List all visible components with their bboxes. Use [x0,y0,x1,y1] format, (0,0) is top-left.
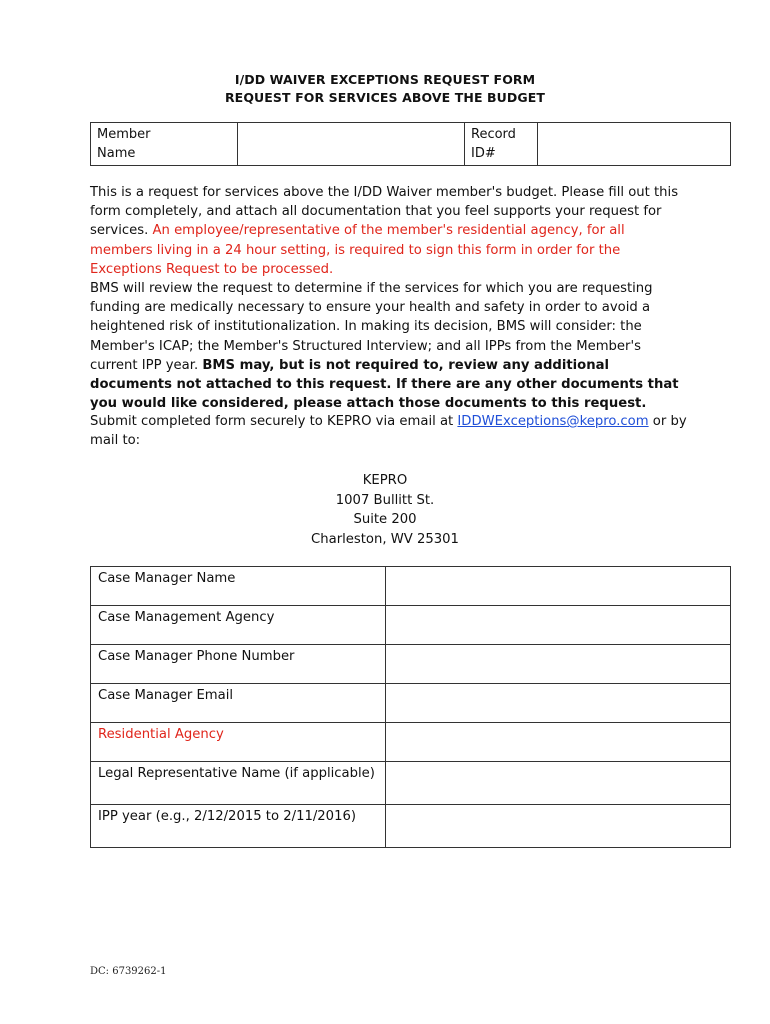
case-manager-email-field[interactable] [386,684,731,723]
case-manager-phone-label: Case Manager Phone Number [91,645,386,684]
record-id-field[interactable] [538,123,731,166]
ipp-year-label: IPP year (e.g., 2/12/2015 to 2/11/2016) [91,805,386,848]
case-manager-name-label: Case Manager Name [91,567,386,606]
case-manager-email-label: Case Manager Email [91,684,386,723]
table-row [91,762,731,805]
member-info-table [90,122,731,166]
address-line: 1007 Bullitt St. [335,492,435,508]
document-code: DC: 6739262-1 [90,966,167,977]
member-name-field[interactable] [238,123,465,166]
form-subtitle: REQUEST FOR SERVICES ABOVE THE BUDGET [224,90,546,105]
residential-agency-label: Residential Agency [91,723,386,762]
table-row [91,645,731,684]
additional-documents-notice: BMS may, but is not required to, review any additional documents not attached to this request. If there are any other documents that you would like considered, please attach those documents to this request. [90,357,679,412]
residential-agency-field[interactable] [386,723,731,762]
case-info-table [90,566,731,848]
table-row [91,684,731,723]
ipp-year-field[interactable] [386,805,731,848]
case-management-agency-field[interactable] [386,606,731,645]
address-line: KEPRO [362,473,408,488]
member-name-label: Member Name [91,123,238,166]
review-text: BMS will review the request to determine if the services for which you are requesting funding are medically necessary to ensure your health and safety in order to avoid a heightened risk of institutionalization. In making its decision, BMS will consider: the Member's ICAP; the Member's Structured Interview; and all IPPs from the Member's current IPP year. [90,281,653,373]
address-line: Suite 200 [353,512,417,528]
table-row [91,805,731,848]
residential-signature-notice: An employee/representative of the member's residential agency, for all members living in a 24 hour setting, is required to sign this form in order for the Exceptions Request to be processed. [90,223,625,277]
submit-instructions: Submit completed form securely to KEPRO via email at IDDWExceptions@kepro.com or by mail to: [90,414,687,449]
form-title: I/DD WAIVER EXCEPTIONS REQUEST FORM [234,72,536,87]
legal-representative-label: Legal Representative Name (if applicable) [91,762,386,805]
table-row [91,567,731,606]
address-line: Charleston, WV 25301 [311,531,459,547]
intro-text: This is a request for services above the I/DD Waiver member's budget. Please fill out this form completely, and attach all documentation that you feel supports your request for services. [90,185,679,239]
legal-representative-field[interactable] [386,762,731,805]
mailing-address [0,471,770,549]
intro-paragraph [90,183,690,413]
email-link[interactable]: IDDWExceptions@kepro.com [457,414,649,429]
case-manager-name-field[interactable] [386,567,731,606]
table-row [91,606,731,645]
case-management-agency-label: Case Management Agency [91,606,386,645]
table-row [91,723,731,762]
case-manager-phone-field[interactable] [386,645,731,684]
record-id-label: Record ID# [465,123,538,166]
